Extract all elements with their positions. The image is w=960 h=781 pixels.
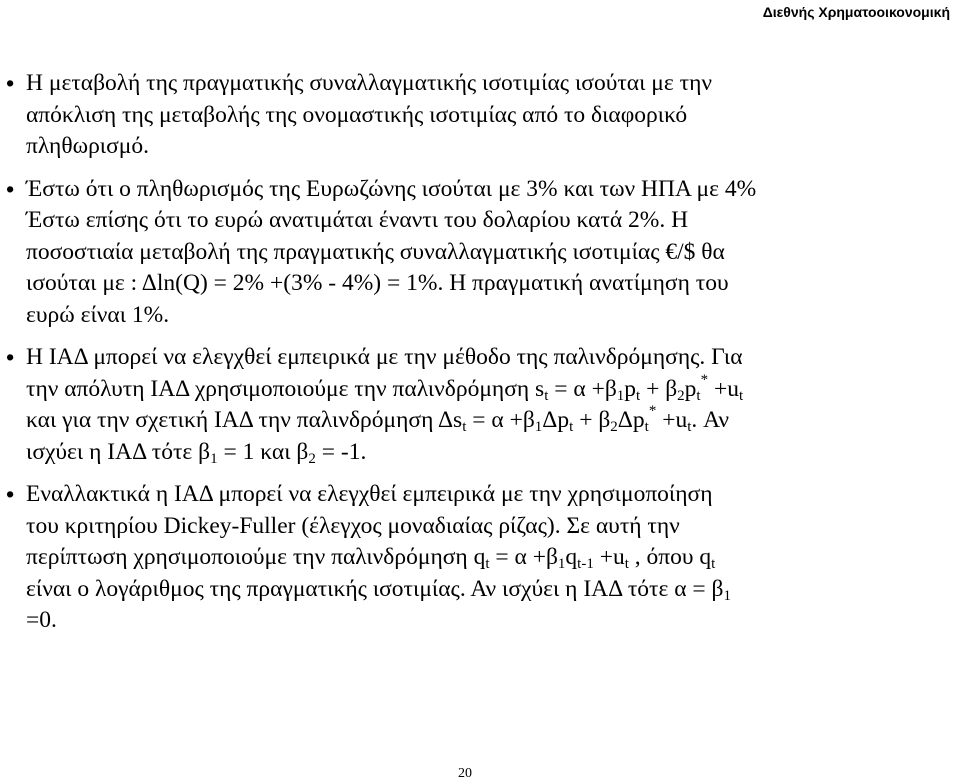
df-condition-line: είναι ο λογάριθμος της πραγματικής ισοτιμίας. Αν ισχύει η ΙΑΔ τότε $\alpha = \beta_1$ <box>26 575 731 604</box>
text-line: Η μεταβολή της πραγματικής συναλλαγματικής ισοτιμίας ισούται με την <box>26 70 712 96</box>
text-line: Εναλλακτικά η ΙΑΔ μπορεί να ελεγχθεί εμπειρικά με την χρησιμοποίηση <box>26 481 713 507</box>
bullet-dot: • <box>6 175 15 202</box>
absolute-ppp-equation-line: την απόλυτη ΙΑΔ χρησιμοποιούμε την παλινδρόμηση $s_t = \alpha +\beta_1p_t + \beta_2p_t^* +u_t$ <box>26 371 744 404</box>
df-equation-line: περίπτωση χρησιμοποιούμε την παλινδρόμηση $q_t = \alpha +\beta_1q_{t-1} +u_t$ , όπου $q_t$ <box>26 544 716 572</box>
text-line: απόκλιση της μεταβολής της ονομαστικής ισοτιμίας από το διαφορικό <box>26 101 688 128</box>
ppp-condition-line: ισχύει η ΙΑΔ τότε $\beta_1 = 1$ και $\beta_2 = -1$. <box>26 438 367 467</box>
slide-body <box>0 68 960 648</box>
text-line: του κριτηρίου Dickey-Fuller (έλεγχος μοναδιαίας ρίζας). Σε αυτή την <box>26 512 680 539</box>
text-line: ισούται με : Δln(Q) = 2% +(3% - 4%) = 1%. Η πραγματική ανατίμηση του <box>26 270 729 296</box>
bullet-ppp-regression <box>0 342 960 468</box>
bullet-dickey-fuller <box>0 479 960 637</box>
text-line: Έστω επίσης ότι το ευρώ ανατιμάται έναντι του δολαρίου κατά 2%. Η <box>26 207 689 233</box>
text-line: Έστω ότι ο πληθωρισμός της Ευρωζώνης ισούται με 3% και των ΗΠΑ με 4% <box>26 175 757 202</box>
bullet-dot: • <box>6 344 15 370</box>
text-line: Η ΙΑΔ μπορεί να ελεγχθεί εμπειρικά με την μέθοδο της παλινδρόμησης. Για <box>26 344 743 370</box>
bullet-dot: • <box>6 70 15 96</box>
bullet-real-exchange-rate-change <box>0 68 960 163</box>
text-line: πληθωρισμό. <box>26 133 150 159</box>
bullet-inflation-example <box>0 174 960 332</box>
bullet-dot: • <box>6 481 15 507</box>
header-title: Διεθνής Χρηματοοικονομική <box>762 4 950 20</box>
relative-ppp-equation-line: και για την σχετική ΙΑΔ την παλινδρόμηση $\Delta s_t = \alpha +\beta_1\Delta p_t + \beta_2\Delta p_t^* +u_t$. Αν <box>26 403 730 435</box>
text-line: =0. <box>26 607 57 633</box>
page-number: 20 <box>458 766 472 781</box>
text-line: ευρώ είναι 1%. <box>26 301 170 328</box>
text-line: ποσοστιαία μεταβολή της πραγματικής συναλλαγματικής ισοτιμίας €/$ θα <box>26 238 725 265</box>
